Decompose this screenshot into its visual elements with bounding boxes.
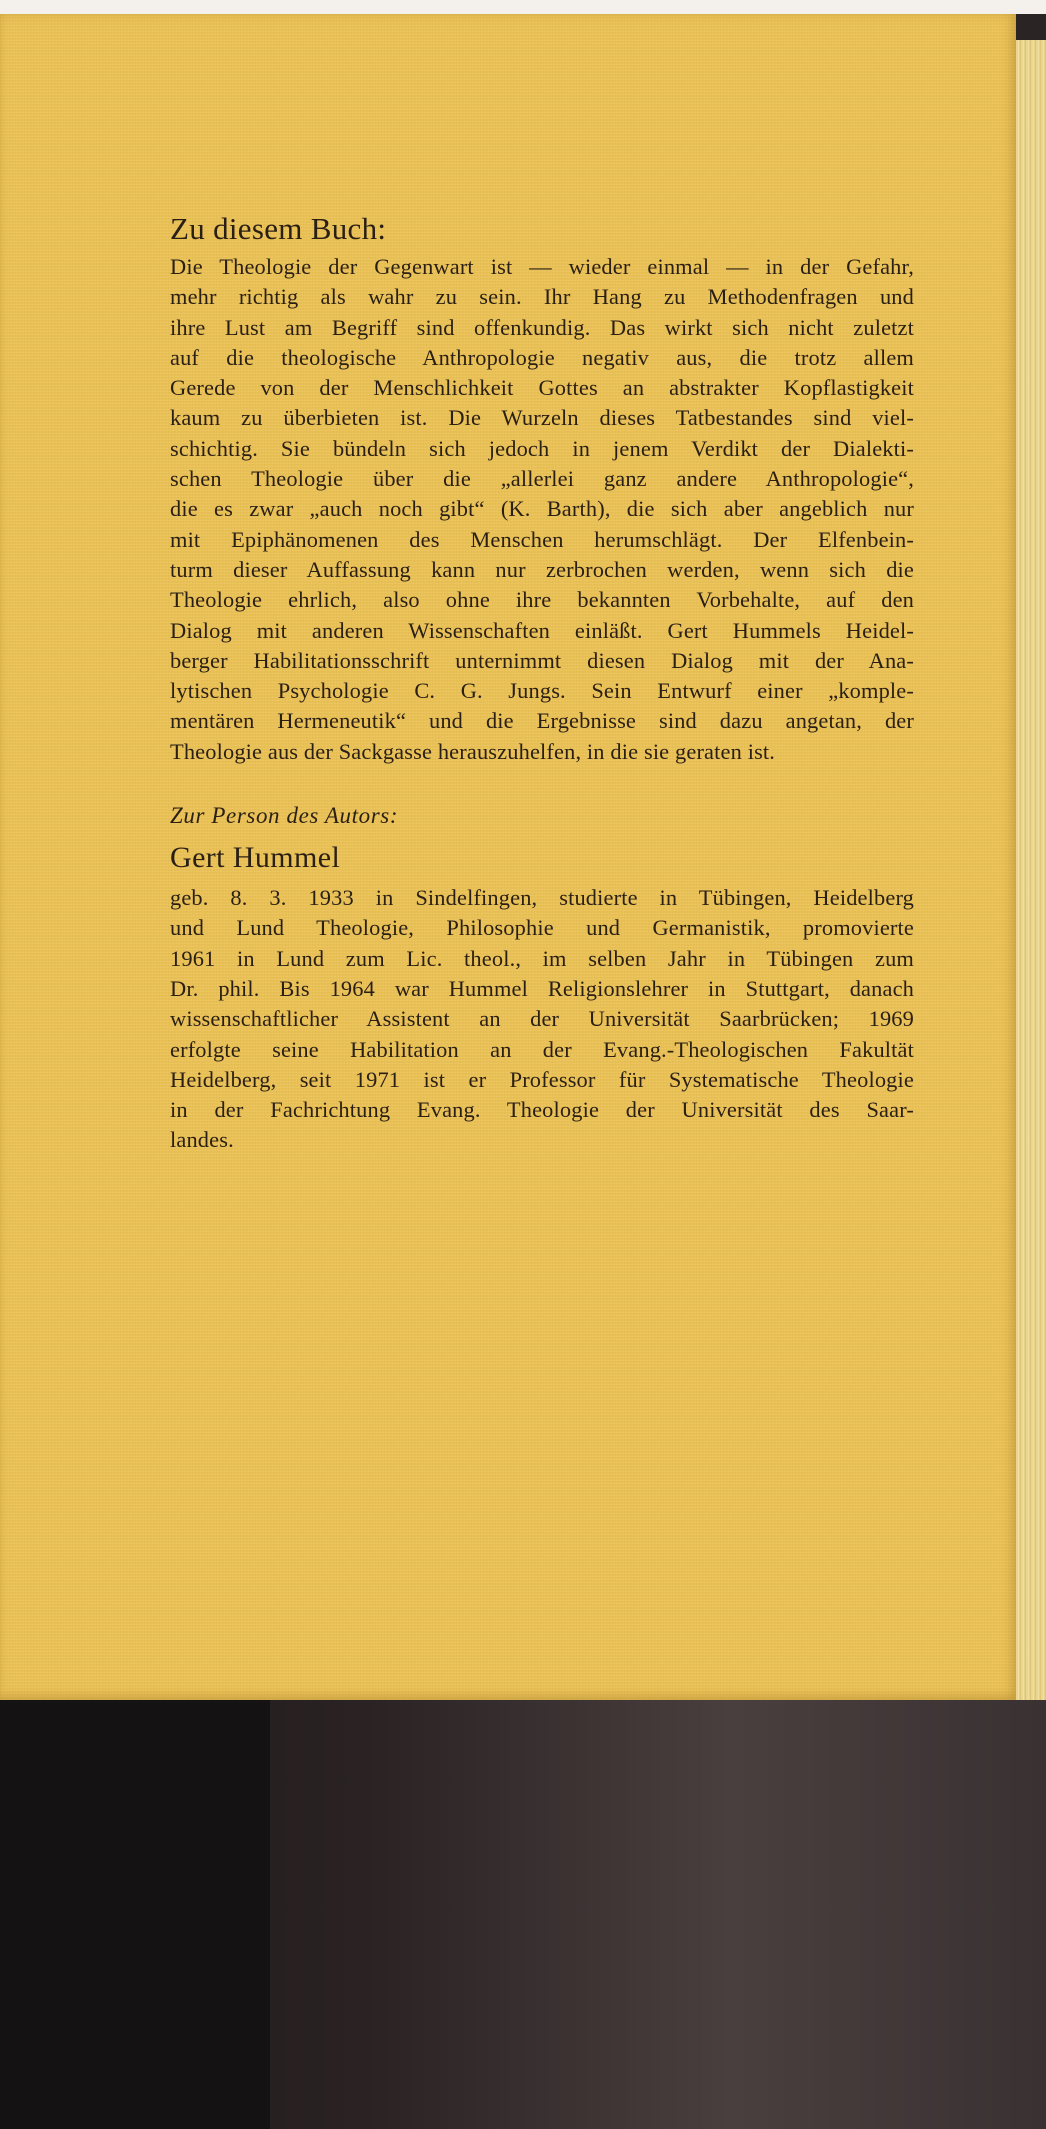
text-line: Dr. phil. Bis 1964 war Hummel Religionslehrer in Stuttgart, danach [170,975,914,1001]
scanner-strip [0,0,1046,14]
book-page-edges [1012,40,1046,1700]
text-line: Theologie aus der Sackgasse herauszuhelfen, in die sie geraten ist. [170,738,776,764]
text-line: Gerede von der Menschlichkeit Gottes an abstrakter Kopflastigkeit [170,375,914,401]
text-line: geb. 8. 3. 1933 in Sindelfingen, studierte in Tübingen, Heidelberg [170,885,914,911]
text-line: 1961 in Lund zum Lic. theol., im selben Jahr in Tübingen zum [170,945,914,971]
text-line: mentären Hermeneutik“ und die Ergebnisse sind dazu angetan, der [170,708,914,734]
text-line: schichtig. Sie bündeln sich jedoch in jenem Verdikt der Dialekti- [170,435,914,461]
text-line: die es zwar „auch noch gibt“ (K. Barth), die sich aber angeblich nur [170,496,914,522]
text-line: Die Theologie der Gegenwart ist — wieder einmal — in der Gefahr, [170,254,914,279]
text-line: schen Theologie über die „allerlei ganz andere Anthropologie“, [170,466,914,492]
text-line: Theologie ehrlich, also ohne ihre bekannten Vorbehalte, auf den [170,587,914,613]
text-line: mit Epiphänomenen des Menschen herumschlägt. Der Elfenbein- [170,526,914,552]
scan-shadow [0,1700,270,2129]
text-line: landes. [170,1127,234,1153]
book-back-cover [0,14,1016,1700]
text-line: wissenschaftlicher Assistent an der Universität Saarbrücken; 1969 [170,1006,914,1032]
blurb-text-block [170,210,914,1156]
about-book-heading: Zu diesem Buch: [170,211,387,246]
text-line: erfolgte seine Habilitation an der Evang.-Theologischen Fakultät [170,1036,914,1062]
text-line: in der Fachrichtung Evang. Theologie der Universität des Saar- [170,1097,914,1123]
text-line: auf die theologische Anthropologie negativ aus, die trotz allem [170,344,914,370]
about-author-paragraph [170,883,914,1156]
about-author-heading: Zur Person des Autors: [170,803,399,829]
text-line: mehr richtig als wahr zu sein. Ihr Hang zu Methodenfragen und [170,284,914,310]
text-line: turm dieser Auffassung kann nur zerbrochen werden, wenn sich die [170,556,914,582]
text-line: kaum zu überbieten ist. Die Wurzeln dieses Tatbestandes sind viel- [170,405,914,431]
text-line: Heidelberg, seit 1971 ist er Professor für Systematische Theologie [170,1066,914,1092]
text-line: ihre Lust am Begriff sind offenkundig. Das wirkt sich nicht zuletzt [170,314,914,340]
text-line: berger Habilitationsschrift unternimmt diesen Dialog mit der Ana- [170,647,914,673]
text-line: lytischen Psychologie C. G. Jungs. Sein Entwurf einer „komple- [170,678,914,704]
about-book-paragraph [170,252,914,767]
text-line: Dialog mit anderen Wissenschaften einläßt. Gert Hummels Heidel- [170,617,914,643]
text-line: und Lund Theologie, Philosophie und Germanistik, promovierte [170,915,914,941]
author-name: Gert Hummel [170,841,341,875]
